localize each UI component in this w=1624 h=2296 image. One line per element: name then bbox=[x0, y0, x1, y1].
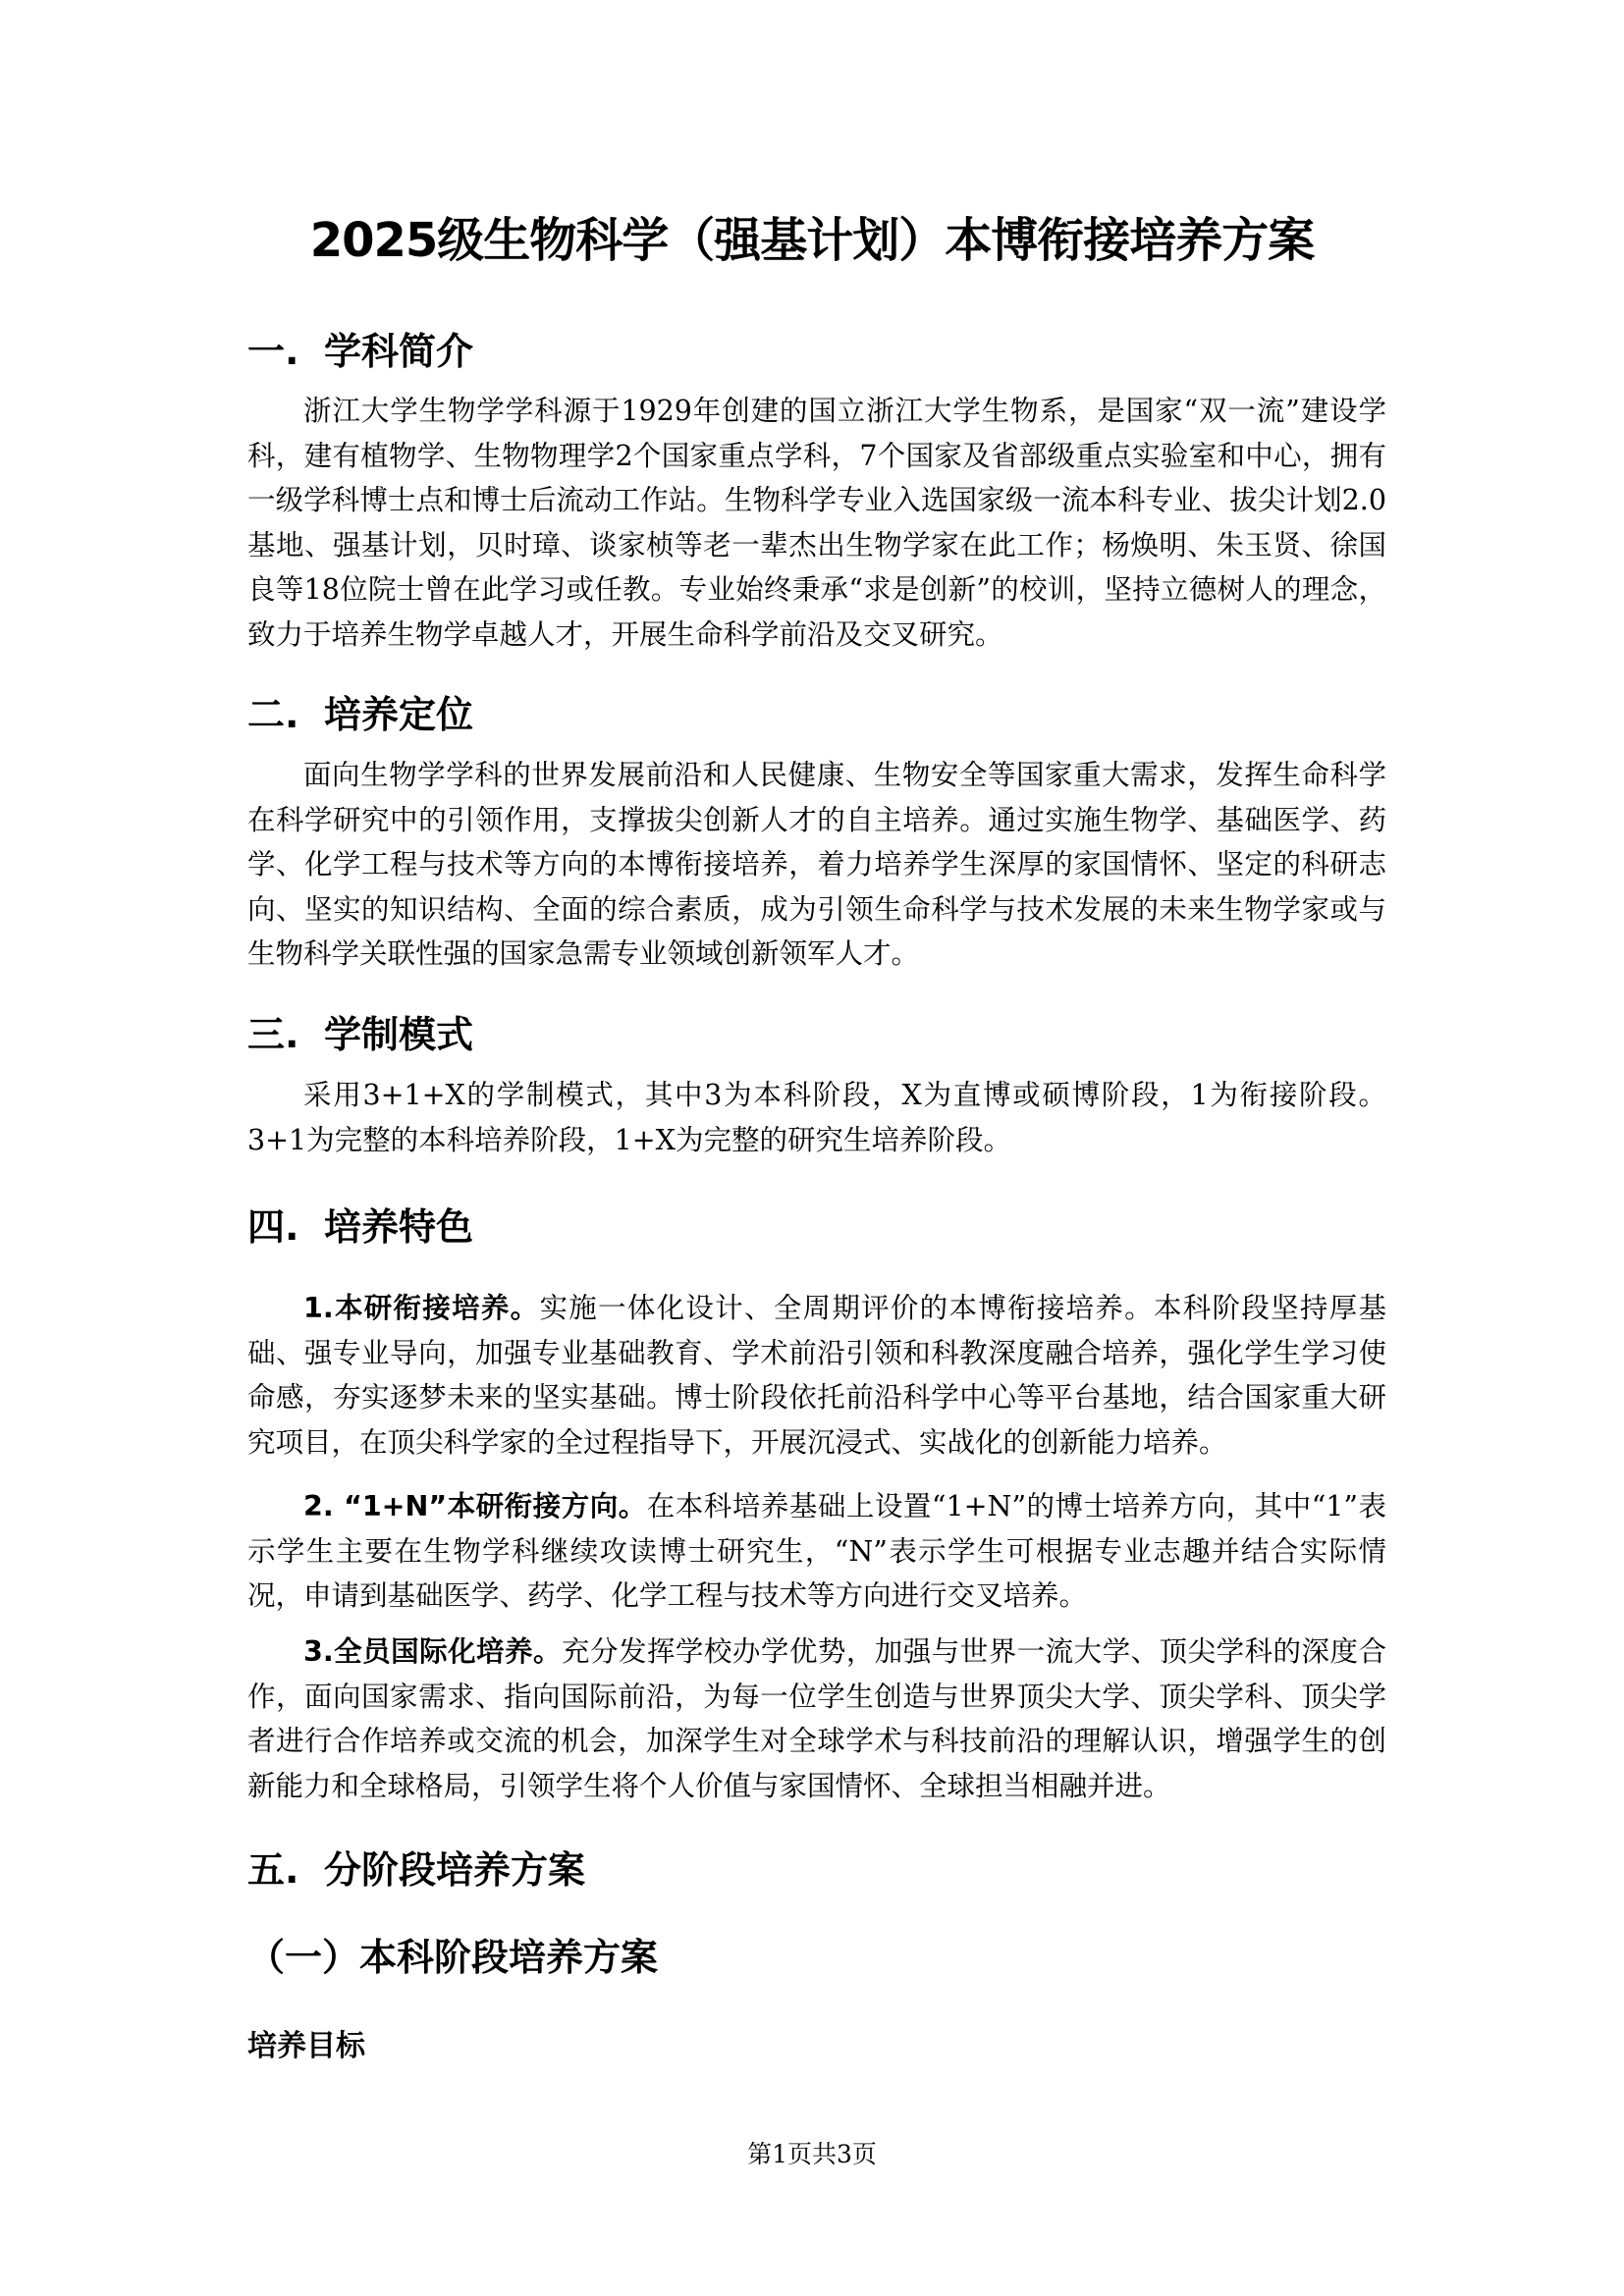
section-paragraph-1: 浙江大学生物学学科源于1929年创建的国立浙江大学生物系，是国家“双一流”建设学科，建有植物学、生物物理学2个国家重点学科，7个国家及省部级重点实验室和中心，拥有一级学科博士点和博士后流动工作站。生物科学专业入选国家级一流本科专业、拔尖计划2.0基地、强基计划，贝时璋、谈家桢等老一辈杰出生物学家在此工作；杨焕明、朱玉贤、徐国良等18位院士曾在此学习或任教。专业始终秉承“求是创新”的校训，坚持立德树人的理念，致力于培养生物学卓越人才，开展生命科学前沿及交叉研究。 bbox=[247, 395, 1386, 651]
section-number: 一. bbox=[247, 330, 299, 373]
section-number: 三. bbox=[247, 1013, 299, 1056]
feature-text: 在本科培养基础上设置“1+N”的博士培养方向，其中“1”表示学生主要在生物学科继续攻读博士研究生，“N”表示学生可根据专业志趣并结合实际情况，申请到基础医学、药学、化学工程与技术等方向进行交叉培养。 bbox=[247, 1490, 1386, 1612]
section-paragraph-2: 面向生物学学科的世界发展前沿和人民健康、生物安全等国家重大需求，发挥生命科学在科学研究中的引领作用，支撑拔尖创新人才的自主培养。通过实施生物学、基础医学、药学、化学工程与技术等方向的本博衔接培养，着力培养学生深厚的家国情怀、坚定的科研志向、坚实的知识结构、全面的综合素质，成为引领生命科学与技术发展的未来生物学家或与生物科学关联性强的国家急需专业领域创新领军人才。 bbox=[247, 759, 1386, 970]
feature-item-2 bbox=[247, 1484, 1386, 1619]
section-heading-4 bbox=[247, 1202, 473, 1252]
section-title: 培养特色 bbox=[324, 1205, 474, 1249]
section-heading-5 bbox=[247, 1845, 585, 1895]
feature-item-3 bbox=[247, 1629, 1386, 1808]
section-number: 四. bbox=[247, 1205, 299, 1249]
section-number: 五. bbox=[247, 1848, 299, 1892]
page-footer: 第1页共3页 bbox=[747, 2140, 877, 2168]
page-title: 2025级生物科学（强基计划）本博衔接培养方案 bbox=[309, 213, 1315, 268]
section-heading-2 bbox=[247, 690, 473, 739]
subsubsection-heading: 培养目标 bbox=[247, 2029, 365, 2063]
section-heading-1 bbox=[247, 327, 473, 376]
feature-lead: 1.本研衔接培养。 bbox=[303, 1292, 540, 1324]
section-title: 学制模式 bbox=[324, 1013, 474, 1056]
section-title: 分阶段培养方案 bbox=[324, 1848, 586, 1892]
feature-lead: 3.全员国际化培养。 bbox=[303, 1635, 562, 1668]
section-heading-3 bbox=[247, 1010, 473, 1059]
feature-item-1 bbox=[247, 1286, 1386, 1465]
feature-text: 实施一体化设计、全周期评价的本博衔接培养。本科阶段坚持厚基础、强专业导向，加强专业基础教育、学术前沿引领和科教深度融合培养，强化学生学习使命感，夯实逐梦未来的坚实基础。博士阶段依托前沿科学中心等平台基地，结合国家重大研究项目，在顶尖科学家的全过程指导下，开展沉浸式、实战化的创新能力培养。 bbox=[247, 1292, 1386, 1459]
section-number: 二. bbox=[247, 693, 299, 736]
section-paragraph-3: 采用3+1+X的学制模式，其中3为本科阶段，X为直博或硕博阶段，1为衔接阶段。3+1为完整的本科培养阶段，1+X为完整的研究生培养阶段。 bbox=[247, 1079, 1386, 1156]
subsection-heading: （一）本科阶段培养方案 bbox=[247, 1936, 659, 1979]
feature-text: 充分发挥学校办学优势，加强与世界一流大学、顶尖学科的深度合作，面向国家需求、指向国际前沿，为每一位学生创造与世界顶尖大学、顶尖学科、顶尖学者进行合作培养或交流的机会，加深学生对全球学术与科技前沿的理解认识，增强学生的创新能力和全球格局，引领学生将个人价值与家国情怀、全球担当相融并进。 bbox=[247, 1635, 1386, 1802]
feature-lead: 2. “1+N”本研衔接方向。 bbox=[303, 1490, 647, 1522]
section-title: 培养定位 bbox=[324, 693, 474, 736]
section-title: 学科简介 bbox=[324, 330, 474, 373]
